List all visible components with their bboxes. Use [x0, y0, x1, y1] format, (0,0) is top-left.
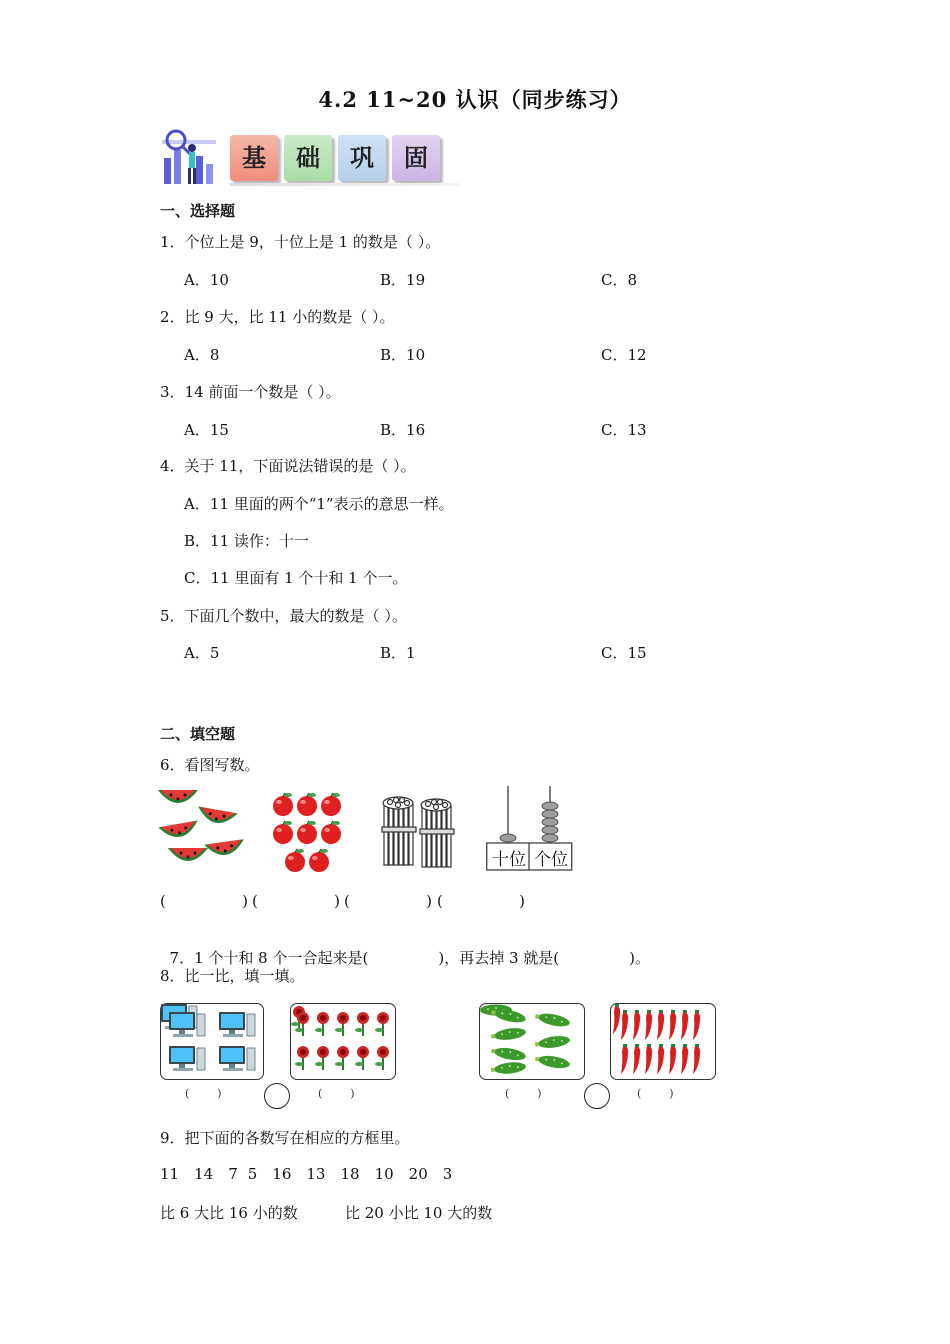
- section2-heading: 二、填空题: [160, 725, 236, 743]
- question-1: 1．个位上是 9，十位上是 1 的数是（ ）。: [160, 233, 441, 251]
- q4-option-a: A．11 里面的两个“1”表示的意思一样。: [184, 495, 454, 513]
- q3-option-c: C．13: [601, 421, 647, 439]
- q9-number: 11: [160, 1165, 180, 1183]
- q4-option-b: B．11 读作：十一: [184, 532, 309, 550]
- flowers-box: [290, 1003, 396, 1080]
- question-6: 6．看图写数。: [160, 756, 260, 774]
- banner-tile-3: 巩: [338, 135, 386, 181]
- question-4: 4．关于 11，下面说法错误的是（ ）。: [160, 457, 416, 475]
- q9-number: 16: [272, 1165, 292, 1183]
- cucumbers-box: [479, 1003, 585, 1080]
- q5-option-c: C．15: [601, 644, 647, 662]
- q9-number: 13: [306, 1165, 326, 1183]
- question-5: 5．下面几个数中，最大的数是（ ）。: [160, 607, 407, 625]
- q9-number: 20: [408, 1165, 428, 1183]
- page-title: 4.2 11~20 认识（同步练习）: [318, 87, 632, 112]
- q7-text-2: )，再去掉 3 就是(: [438, 949, 560, 967]
- q6-blank-2[interactable]: ( ): [252, 892, 340, 910]
- q5-option-b: B．1: [380, 644, 416, 662]
- q9-box1-label: 比 6 大比 16 小的数: [160, 1204, 298, 1222]
- question-9: 9．把下面的各数写在相应的方框里。: [160, 1129, 410, 1147]
- stick-bundles-image: [380, 795, 460, 871]
- banner-tile-1: 基: [230, 135, 278, 181]
- cucumbers-image: [480, 1004, 584, 1079]
- peppers-box: [610, 1003, 716, 1080]
- q8-blank-computers[interactable]: ( ): [185, 1087, 222, 1100]
- q7-text-1: 7．1 个十和 8 个一合起来是(: [169, 949, 369, 967]
- q2-option-b: B．10: [380, 346, 426, 364]
- q8-blank-peppers[interactable]: ( ): [637, 1087, 674, 1100]
- q8-compare-circle-2[interactable]: [584, 1083, 610, 1109]
- q9-number: 3: [442, 1165, 453, 1183]
- question-2: 2．比 9 大，比 11 小的数是（ ）。: [160, 308, 395, 326]
- q5-option-a: A．5: [184, 644, 220, 662]
- q6-blank-4[interactable]: ( ): [437, 892, 525, 910]
- q1-option-c: C．8: [601, 271, 638, 289]
- computers-image: [161, 1004, 263, 1079]
- q9-number: 7: [228, 1165, 238, 1183]
- abacus-tens-label: 十位: [492, 850, 526, 870]
- q9-number: 18: [340, 1165, 360, 1183]
- watermelon-slices-image: [158, 790, 248, 866]
- question-3: 3．14 前面一个数是（ ）。: [160, 383, 341, 401]
- peppers-image: [611, 1004, 715, 1079]
- q7-text-3: )。: [629, 949, 650, 967]
- flowers-image: [291, 1004, 395, 1079]
- magnifier-chart-icon: [160, 128, 220, 188]
- q9-number: 14: [194, 1165, 214, 1183]
- section1-heading: 一、选择题: [160, 202, 236, 220]
- abacus-ones-label: 个位: [534, 850, 568, 870]
- apples-image: [272, 793, 348, 875]
- computers-box: [160, 1003, 264, 1080]
- q8-compare-circle-1[interactable]: [264, 1083, 290, 1109]
- q9-number-list: [160, 1165, 452, 1183]
- q9-number: 5: [247, 1165, 258, 1183]
- q8-blank-cucumbers[interactable]: ( ): [505, 1087, 542, 1100]
- q3-option-a: A．15: [184, 421, 229, 439]
- q1-option-a: A．10: [184, 271, 229, 289]
- question-8: 8．比一比，填一填。: [160, 967, 305, 985]
- q8-blank-flowers[interactable]: ( ): [318, 1087, 355, 1100]
- banner-tile-4: 固: [392, 135, 440, 181]
- q2-option-a: A．8: [184, 346, 220, 364]
- banner-tile-2: 础: [284, 135, 332, 181]
- banner-underline: [230, 183, 460, 186]
- q2-option-c: C．12: [601, 346, 647, 364]
- q3-option-b: B．16: [380, 421, 426, 439]
- q9-number: 10: [374, 1165, 394, 1183]
- q1-option-b: B．19: [380, 271, 426, 289]
- q4-option-c: C．11 里面有 1 个十和 1 个一。: [184, 569, 408, 587]
- q6-blank-1[interactable]: ( ): [160, 892, 248, 910]
- q9-box2-label: 比 20 小比 10 大的数: [345, 1204, 493, 1222]
- q6-blank-3[interactable]: ( ): [344, 892, 432, 910]
- question-7: [160, 929, 650, 968]
